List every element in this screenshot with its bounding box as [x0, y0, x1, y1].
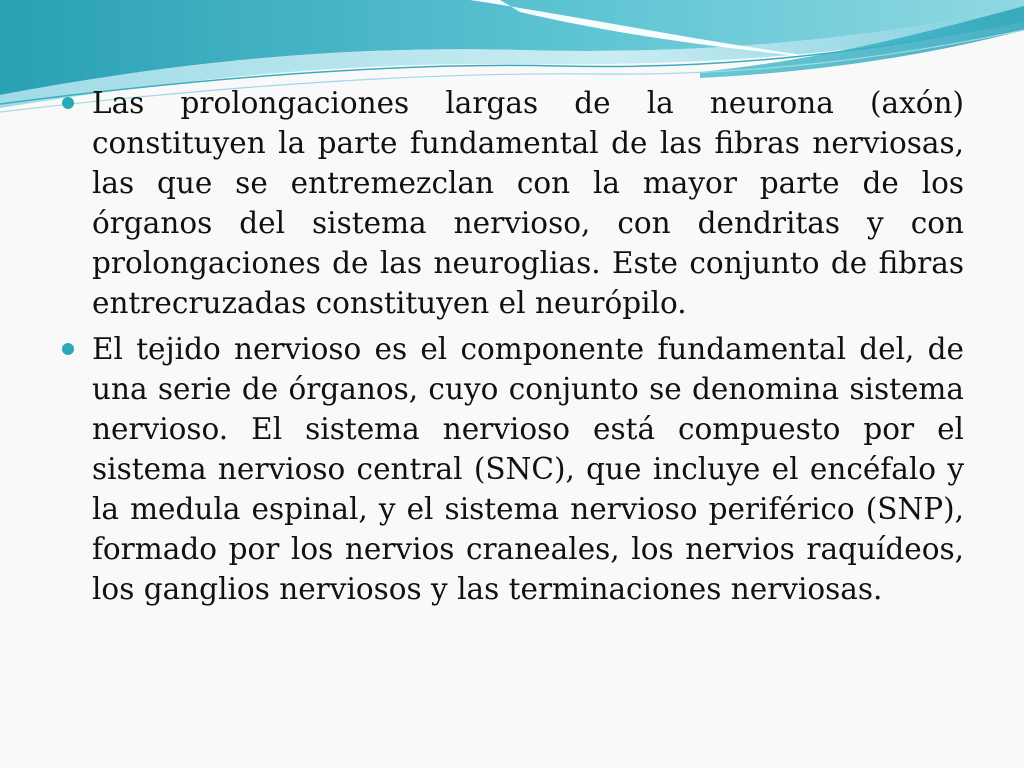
bullet-dot-icon: [62, 97, 74, 109]
bullet-text: El tejido nervioso es el componente fundamental del, de una serie de órganos, cuyo conjunto se denomina sistema nervioso. El sistema nervioso está compuesto por el sistema nervioso central (SNC), que incluye el encéfalo y la medula espinal, y el sistema nervioso periférico (SNP), formado por los nervios craneales, los nervios raquídeos, los ganglios nerviosos y las terminaciones nerviosas.: [92, 332, 964, 606]
bullet-text: Las prolongaciones largas de la neurona (axón) constituyen la parte fundamental de las fibras nerviosas, las que se entremezclan con la mayor parte de los órganos del sistema nervioso, con dendritas y con prolongaciones de las neuroglias. Este conjunto de fibras entrecruzadas constituyen el neurópilo.: [92, 86, 964, 320]
bullet-dot-icon: [62, 343, 74, 355]
bullet-list: [62, 83, 964, 615]
bullet-item-axon: [62, 83, 964, 323]
bullet-item-sistema-nervioso: [62, 329, 964, 609]
